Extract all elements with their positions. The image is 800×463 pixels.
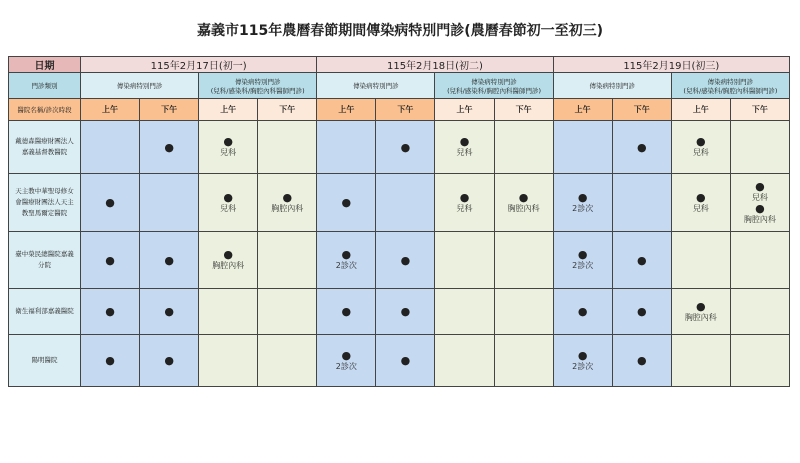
table-row — [9, 174, 790, 232]
clinic-note: 2診次 — [335, 361, 357, 371]
available-dot: ● — [164, 305, 174, 318]
schedule-cell — [494, 232, 553, 289]
special-line2: (兒科/感染科/胸腔內科醫師門診) — [210, 86, 305, 95]
schedule-cell — [553, 289, 612, 335]
schedule-cell — [553, 232, 612, 289]
clinic-note: 兒科 — [220, 148, 237, 157]
schedule-cell — [317, 174, 376, 232]
schedule-cell — [494, 335, 553, 387]
am-header: 上午 — [199, 99, 258, 121]
special-line1: 傳染病特別門診 — [234, 77, 281, 86]
am-header: 上午 — [671, 99, 730, 121]
schedule-cell — [612, 335, 671, 387]
general-clinic-header: 傳染病特別門診 — [317, 73, 435, 99]
session-label: 醫院名稱/診次時段 — [9, 99, 81, 121]
schedule-cell — [612, 232, 671, 289]
day-header: 115年2月18日(初二) — [317, 57, 553, 73]
schedule-cell — [258, 174, 317, 232]
available-dot: ● — [459, 135, 470, 148]
hospital-name: 天主教中華聖母修女會醫療財團法人天主教聖馬爾定醫院 — [9, 174, 81, 232]
available-dot: ● — [577, 305, 588, 318]
clinic-note: 胸腔內科 — [743, 214, 776, 224]
table-row — [9, 121, 790, 174]
clinic-note: 胸腔內科 — [684, 312, 717, 322]
available-dot: ● — [577, 348, 588, 362]
pm-header: 下午 — [730, 99, 789, 121]
schedule-cell — [730, 289, 789, 335]
available-dot: ● — [755, 201, 765, 215]
clinic-note: 2診次 — [572, 361, 594, 371]
available-dot: ● — [223, 248, 233, 261]
schedule-cell — [81, 335, 140, 387]
available-dot: ● — [636, 140, 647, 154]
available-dot: ● — [341, 196, 352, 209]
clinic-note: 2診次 — [335, 261, 357, 270]
available-dot: ● — [459, 190, 470, 204]
schedule-cell — [671, 121, 730, 174]
schedule-cell — [317, 289, 376, 335]
available-dot: ● — [696, 190, 706, 204]
available-dot: ● — [164, 354, 174, 367]
available-dot: ● — [636, 354, 647, 367]
schedule-cell — [317, 232, 376, 289]
clinic-note: 兒科 — [692, 148, 709, 157]
hospital-name: 戴德森醫療財團法人嘉義基督教醫院 — [9, 121, 81, 174]
special-clinic-header — [671, 73, 789, 99]
schedule-cell — [671, 174, 730, 232]
schedule-cell — [140, 174, 199, 232]
pm-header: 下午 — [140, 99, 199, 121]
available-dot: ● — [105, 196, 115, 209]
schedule-cell — [671, 335, 730, 387]
schedule-cell — [435, 174, 494, 232]
schedule-cell — [671, 289, 730, 335]
schedule-cell — [612, 121, 671, 174]
schedule-table — [8, 56, 790, 387]
clinic-note: 胸腔內科 — [507, 203, 540, 213]
schedule-cell — [494, 174, 553, 232]
general-clinic-header: 傳染病特別門診 — [553, 73, 671, 99]
schedule-cell — [612, 174, 671, 232]
schedule-cell — [553, 174, 612, 232]
schedule-cell — [317, 121, 376, 174]
pm-header: 下午 — [494, 99, 553, 121]
special-line1: 傳染病特別門診 — [707, 77, 754, 86]
clinic-note: 兒科 — [220, 203, 237, 213]
available-dot: ● — [400, 140, 411, 154]
clinic-note: 胸腔內科 — [271, 203, 304, 213]
schedule-cell — [258, 232, 317, 289]
schedule-cell — [730, 232, 789, 289]
schedule-cell — [553, 121, 612, 174]
available-dot: ● — [223, 190, 233, 204]
available-dot: ● — [400, 354, 411, 367]
available-dot: ● — [105, 253, 115, 267]
clinic-note: 兒科 — [751, 192, 768, 202]
available-dot: ● — [755, 179, 765, 193]
table-row — [9, 289, 790, 335]
pm-header: 下午 — [612, 99, 671, 121]
am-header: 上午 — [435, 99, 494, 121]
hospital-name: 衛生福利部嘉義醫院 — [9, 289, 81, 335]
available-dot: ● — [696, 299, 706, 313]
schedule-cell — [376, 174, 435, 232]
hospital-name: 臺中榮民總醫院嘉義分院 — [9, 232, 81, 289]
available-dot: ● — [577, 248, 588, 261]
special-line2: (兒科/感染科/胸腔內科醫師門診) — [447, 86, 542, 95]
schedule-cell — [140, 335, 199, 387]
schedule-cell — [81, 289, 140, 335]
schedule-cell — [730, 335, 789, 387]
available-dot: ● — [636, 253, 647, 267]
am-header: 上午 — [81, 99, 140, 121]
schedule-cell — [376, 232, 435, 289]
schedule-cell — [140, 232, 199, 289]
schedule-cell — [199, 289, 258, 335]
clinic-note: 兒科 — [456, 148, 473, 157]
schedule-cell — [199, 121, 258, 174]
schedule-cell — [671, 232, 730, 289]
schedule-cell — [553, 335, 612, 387]
day-header: 115年2月17日(初一) — [81, 57, 317, 73]
available-dot: ● — [400, 305, 411, 318]
special-clinic-header — [199, 73, 317, 99]
schedule-cell — [317, 335, 376, 387]
schedule-cell — [81, 232, 140, 289]
special-line2: (兒科/感染科/胸腔內科醫師門診) — [683, 86, 778, 95]
schedule-cell — [435, 121, 494, 174]
available-dot: ● — [341, 348, 352, 362]
clinic-note: 兒科 — [456, 203, 473, 213]
available-dot: ● — [696, 135, 706, 148]
table-row — [9, 232, 790, 289]
table-row — [9, 335, 790, 387]
schedule-cell — [376, 121, 435, 174]
schedule-cell — [730, 121, 789, 174]
am-header: 上午 — [317, 99, 376, 121]
available-dot: ● — [518, 190, 529, 204]
schedule-cell — [435, 232, 494, 289]
available-dot: ● — [164, 140, 174, 154]
available-dot: ● — [164, 253, 174, 267]
schedule-cell — [730, 174, 789, 232]
schedule-cell — [258, 335, 317, 387]
available-dot: ● — [577, 190, 588, 204]
schedule-cell — [81, 174, 140, 232]
pm-header: 下午 — [376, 99, 435, 121]
schedule-cell — [199, 335, 258, 387]
pm-header: 下午 — [258, 99, 317, 121]
available-dot: ● — [105, 354, 115, 367]
schedule-cell — [258, 289, 317, 335]
schedule-cell — [435, 335, 494, 387]
schedule-cell — [258, 121, 317, 174]
clinic-note: 2診次 — [572, 261, 594, 270]
available-dot: ● — [282, 190, 293, 204]
special-line1: 傳染病特別門診 — [471, 77, 517, 86]
general-clinic-header: 傳染病特別門診 — [81, 73, 199, 99]
type-label: 門診類別 — [9, 73, 81, 99]
schedule-cell — [140, 121, 199, 174]
available-dot: ● — [341, 305, 352, 318]
schedule-cell — [494, 289, 553, 335]
page-title: 嘉義市115年農曆春節期間傳染病特別門診(農曆春節初一至初三) — [196, 23, 604, 39]
hospital-name: 陽明醫院 — [9, 335, 81, 387]
schedule-cell — [199, 232, 258, 289]
schedule-cell — [81, 121, 140, 174]
schedule-cell — [199, 174, 258, 232]
schedule-cell — [435, 289, 494, 335]
day-header: 115年2月19日(初三) — [553, 57, 789, 73]
available-dot: ● — [223, 135, 233, 148]
available-dot: ● — [341, 248, 352, 261]
schedule-cell — [376, 289, 435, 335]
am-header: 上午 — [553, 99, 612, 121]
schedule-cell — [140, 289, 199, 335]
clinic-note: 2診次 — [572, 203, 594, 213]
date-label: 日期 — [9, 57, 81, 73]
available-dot: ● — [636, 305, 647, 318]
clinic-note: 兒科 — [692, 203, 709, 213]
available-dot: ● — [400, 253, 411, 267]
schedule-cell — [376, 335, 435, 387]
schedule-cell — [494, 121, 553, 174]
available-dot: ● — [105, 305, 115, 318]
schedule-cell — [612, 289, 671, 335]
clinic-note: 胸腔內科 — [212, 261, 245, 270]
special-clinic-header — [435, 73, 553, 99]
